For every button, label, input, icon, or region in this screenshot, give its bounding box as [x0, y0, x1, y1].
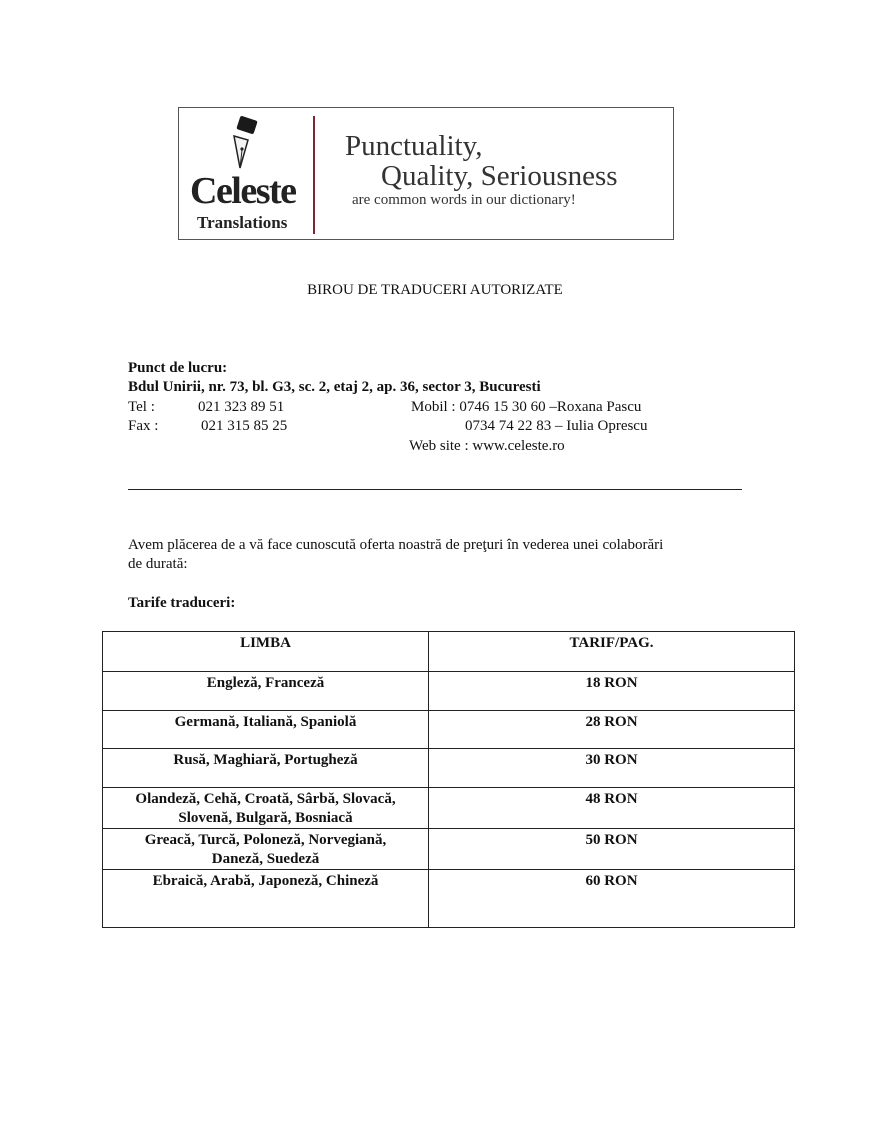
- fax-value: 021 315 85 25: [201, 418, 288, 434]
- language-cell: Engleză, Franceză: [103, 672, 429, 711]
- price-cell: 30 RON: [429, 749, 795, 788]
- price-cell: 50 RON: [429, 829, 795, 870]
- contact-address: Bdul Unirii, nr. 73, bl. G3, sc. 2, etaj 2, ap. 36, sector 3, Bucuresti: [128, 379, 541, 395]
- table-row: [103, 829, 795, 870]
- logo-subtitle: Translations: [197, 213, 288, 232]
- website: Web site : www.celeste.ro: [409, 438, 565, 454]
- price-cell: 18 RON: [429, 672, 795, 711]
- language-cell: Germană, Italiană, Spaniolă: [103, 711, 429, 749]
- tel-value: 021 323 89 51: [198, 399, 285, 415]
- logo-name: Celeste: [190, 170, 296, 212]
- fountain-pen-icon: [218, 116, 262, 178]
- document-title: BIROU DE TRADUCERI AUTORIZATE: [307, 282, 563, 298]
- tel-label: Tel :: [128, 399, 155, 415]
- contact-heading: Punct de lucru:: [128, 360, 228, 376]
- table-row: [103, 711, 795, 749]
- intro-line-1: Avem plăcerea de a vă face cunoscută oferta noastră de preţuri în vederea unei colaborări: [128, 537, 664, 553]
- header-price: TARIF/PAG.: [429, 632, 795, 672]
- table-row: [103, 672, 795, 711]
- header-language: LIMBA: [103, 632, 429, 672]
- mobile-line-1: Mobil : 0746 15 30 60 –Roxana Pascu: [411, 399, 642, 415]
- fax-label: Fax :: [128, 418, 159, 434]
- language-cell: Rusă, Maghiară, Portugheză: [103, 749, 429, 788]
- table-row: [103, 870, 795, 928]
- language-cell: Ebraică, Arabă, Japoneză, Chineză: [103, 870, 429, 928]
- tagline-line-3: are common words in our dictionary!: [352, 192, 576, 208]
- intro-line-2: de durată:: [128, 556, 188, 572]
- rates-table: [102, 631, 795, 928]
- table-row: [103, 788, 795, 829]
- tagline-line-2: Quality, Seriousness: [381, 160, 618, 192]
- price-cell: 48 RON: [429, 788, 795, 829]
- mobile-line-2: 0734 74 22 83 – Iulia Oprescu: [465, 418, 648, 434]
- table-header-row: [103, 632, 795, 672]
- table-row: [103, 749, 795, 788]
- logo-divider: [313, 116, 315, 234]
- language-cell: Olandeză, Cehă, Croată, Sârbă, Slovacă, Slovenă, Bulgară, Bosniacă: [103, 788, 429, 829]
- section-heading: Tarife traduceri:: [128, 595, 236, 611]
- divider-line: [128, 489, 742, 490]
- tagline-line-1: Punctuality,: [345, 130, 483, 162]
- language-cell: Greacă, Turcă, Poloneză, Norvegiană, Daneză, Suedeză: [103, 829, 429, 870]
- price-cell: 60 RON: [429, 870, 795, 928]
- price-cell: 28 RON: [429, 711, 795, 749]
